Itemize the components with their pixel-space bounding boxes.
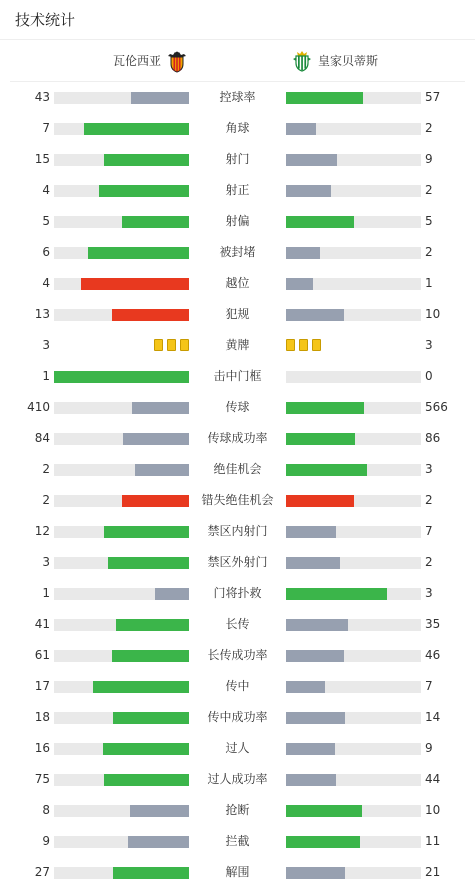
home-value: 18 — [34, 710, 50, 724]
home-value: 410 — [27, 400, 50, 414]
away-bar-track — [286, 371, 421, 383]
away-value: 566 — [425, 400, 448, 414]
stat-label: 击中门框 — [213, 369, 262, 383]
home-bar-track — [54, 619, 189, 631]
stat-label: 射偏 — [225, 214, 250, 228]
away-bar-fill — [286, 712, 345, 724]
home-bar-fill — [104, 154, 189, 166]
home-bar-track — [54, 123, 189, 135]
away-value: 2 — [425, 183, 433, 197]
stat-label: 拦截 — [225, 834, 250, 848]
home-bar-fill — [81, 278, 189, 290]
away-bar-track — [286, 588, 421, 600]
away-bar-track — [286, 526, 421, 538]
away-bar-track — [286, 92, 421, 104]
stat-row — [0, 144, 475, 175]
stat-row — [0, 392, 475, 423]
stat-row — [0, 206, 475, 237]
stat-label: 长传 — [225, 617, 250, 631]
yellow-card-icon — [299, 339, 308, 351]
stat-row — [0, 268, 475, 299]
home-bar-fill — [155, 588, 189, 600]
home-bar-fill — [135, 464, 189, 476]
stat-label: 传中 — [225, 679, 250, 693]
stat-label: 禁区外射门 — [207, 555, 268, 569]
home-bar-fill — [99, 185, 189, 197]
home-value: 12 — [34, 524, 50, 538]
home-bar-track — [54, 185, 189, 197]
away-bar-track — [286, 867, 421, 879]
home-value: 15 — [34, 152, 50, 166]
home-bar-fill — [123, 433, 189, 445]
away-bar-fill — [286, 123, 316, 135]
home-bar-track — [54, 650, 189, 662]
stat-row — [0, 640, 475, 671]
stat-row — [0, 671, 475, 702]
home-bar-fill — [113, 867, 189, 879]
away-yellow-cards — [286, 339, 321, 351]
stat-label: 绝佳机会 — [213, 462, 262, 476]
home-value: 1 — [42, 369, 50, 383]
stat-row — [0, 578, 475, 609]
away-value: 57 — [425, 90, 441, 104]
away-bar-fill — [286, 836, 360, 848]
home-value: 3 — [42, 338, 50, 352]
away-bar-track — [286, 154, 421, 166]
stat-row — [0, 454, 475, 485]
away-value: 2 — [425, 493, 433, 507]
home-value: 2 — [42, 462, 50, 476]
stat-row — [0, 237, 475, 268]
away-value: 2 — [425, 555, 433, 569]
away-bar-track — [286, 495, 421, 507]
stat-row — [0, 516, 475, 547]
away-bar-fill — [286, 92, 363, 104]
home-bar-track — [54, 433, 189, 445]
stat-row — [0, 113, 475, 144]
stat-label: 控球率 — [219, 90, 256, 104]
stat-label: 传球 — [225, 400, 250, 414]
away-bar-fill — [286, 557, 340, 569]
away-bar-fill — [286, 309, 344, 321]
stat-label: 解围 — [225, 865, 250, 879]
home-bar-track — [54, 836, 189, 848]
home-bar-track — [54, 743, 189, 755]
home-bar-track — [54, 867, 189, 879]
away-bar-fill — [286, 650, 344, 662]
home-bar-track — [54, 712, 189, 724]
home-bar-track — [54, 278, 189, 290]
home-bar-fill — [104, 774, 189, 786]
away-bar-track — [286, 247, 421, 259]
stat-label: 抢断 — [225, 803, 250, 817]
home-team-name: 瓦伦西亚 — [112, 54, 161, 68]
away-value: 21 — [425, 865, 441, 879]
away-value: 14 — [425, 710, 441, 724]
away-value: 3 — [425, 586, 433, 600]
away-bar-track — [286, 836, 421, 848]
stat-label: 门将扑救 — [213, 586, 262, 600]
away-value: 10 — [425, 307, 441, 321]
home-bar-fill — [128, 836, 189, 848]
yellow-card-icon — [167, 339, 176, 351]
home-bar-track — [54, 247, 189, 259]
stat-row — [0, 733, 475, 764]
away-bar-fill — [286, 743, 335, 755]
home-value: 9 — [42, 834, 50, 848]
valencia-bat-crest-icon — [166, 49, 188, 73]
stat-label: 黄牌 — [225, 338, 250, 352]
away-bar-fill — [286, 433, 355, 445]
away-bar-track — [286, 278, 421, 290]
stat-label: 禁区内射门 — [207, 524, 268, 538]
away-value: 9 — [425, 152, 433, 166]
home-value: 27 — [34, 865, 50, 879]
away-bar-track — [286, 402, 421, 414]
away-value: 5 — [425, 214, 433, 228]
home-bar-fill — [132, 402, 189, 414]
away-bar-track — [286, 743, 421, 755]
stat-label: 角球 — [225, 121, 250, 135]
home-bar-fill — [113, 712, 189, 724]
away-value: 9 — [425, 741, 433, 755]
stats-list — [0, 82, 475, 888]
home-value: 4 — [42, 183, 50, 197]
home-value: 61 — [34, 648, 50, 662]
home-bar-fill — [93, 681, 189, 693]
away-bar-track — [286, 123, 421, 135]
away-bar-fill — [286, 867, 345, 879]
home-bar-track — [54, 154, 189, 166]
home-bar-track — [54, 309, 189, 321]
stat-row — [0, 175, 475, 206]
away-bar-track — [286, 464, 421, 476]
away-value: 0 — [425, 369, 433, 383]
yellow-card-icon — [286, 339, 295, 351]
home-value: 75 — [34, 772, 50, 786]
away-bar-fill — [286, 526, 336, 538]
home-bar-track — [54, 216, 189, 228]
stat-label: 犯规 — [225, 307, 250, 321]
stat-row — [0, 330, 475, 361]
away-bar-track — [286, 309, 421, 321]
page-title: 技术统计 — [15, 11, 76, 29]
home-bar-fill — [88, 247, 189, 259]
home-bar-fill — [54, 371, 189, 383]
home-value: 84 — [34, 431, 50, 445]
away-bar-track — [286, 557, 421, 569]
stat-label: 射正 — [225, 183, 250, 197]
stat-label: 过人 — [225, 741, 250, 755]
home-bar-track — [54, 557, 189, 569]
away-bar-track — [286, 712, 421, 724]
home-bar-track — [54, 774, 189, 786]
stat-label: 射门 — [225, 152, 250, 166]
home-value: 3 — [42, 555, 50, 569]
away-bar-fill — [286, 154, 337, 166]
home-value: 7 — [42, 121, 50, 135]
stat-row — [0, 702, 475, 733]
stat-row — [0, 423, 475, 454]
home-value: 8 — [42, 803, 50, 817]
stat-row — [0, 764, 475, 795]
away-value: 46 — [425, 648, 441, 662]
away-value: 7 — [425, 524, 433, 538]
home-value: 41 — [34, 617, 50, 631]
home-value: 1 — [42, 586, 50, 600]
away-team[interactable] — [291, 40, 378, 81]
away-value: 11 — [425, 834, 441, 848]
away-value: 86 — [425, 431, 441, 445]
home-value: 16 — [34, 741, 50, 755]
stat-row — [0, 826, 475, 857]
home-bar-fill — [122, 495, 190, 507]
away-bar-fill — [286, 805, 362, 817]
home-value: 6 — [42, 245, 50, 259]
stat-row — [0, 795, 475, 826]
stat-row — [0, 299, 475, 330]
home-bar-track — [54, 805, 189, 817]
stat-row — [0, 547, 475, 578]
away-value: 7 — [425, 679, 433, 693]
stat-label: 越位 — [225, 276, 250, 290]
away-bar-track — [286, 650, 421, 662]
away-bar-fill — [286, 278, 313, 290]
away-bar-track — [286, 805, 421, 817]
stat-row — [0, 609, 475, 640]
home-value: 43 — [34, 90, 50, 104]
away-value: 1 — [425, 276, 433, 290]
home-bar-fill — [122, 216, 190, 228]
stat-row — [0, 361, 475, 392]
home-bar-track — [54, 588, 189, 600]
home-value: 5 — [42, 214, 50, 228]
home-bar-fill — [104, 526, 189, 538]
stat-row — [0, 485, 475, 516]
home-bar-fill — [130, 805, 189, 817]
away-bar-track — [286, 216, 421, 228]
home-bar-fill — [116, 619, 189, 631]
home-bar-fill — [112, 309, 189, 321]
stat-label: 错失绝佳机会 — [201, 493, 274, 507]
away-bar-fill — [286, 619, 348, 631]
away-bar-fill — [286, 185, 331, 197]
away-bar-fill — [286, 495, 354, 507]
home-bar-track — [54, 681, 189, 693]
away-value: 2 — [425, 121, 433, 135]
home-bar-track — [54, 92, 189, 104]
yellow-card-icon — [180, 339, 189, 351]
home-value: 17 — [34, 679, 50, 693]
stat-label: 被封堵 — [219, 245, 256, 259]
home-bar-track — [54, 495, 189, 507]
yellow-card-icon — [312, 339, 321, 351]
away-value: 2 — [425, 245, 433, 259]
away-bar-track — [286, 681, 421, 693]
away-bar-fill — [286, 464, 367, 476]
real-betis-crest-icon — [291, 49, 313, 73]
home-bar-fill — [103, 743, 189, 755]
stat-row — [0, 857, 475, 888]
home-bar-track — [54, 402, 189, 414]
page-header — [0, 0, 475, 40]
home-value: 4 — [42, 276, 50, 290]
teams-header — [10, 40, 465, 82]
home-yellow-cards — [154, 339, 189, 351]
away-bar-fill — [286, 681, 325, 693]
away-bar-fill — [286, 402, 364, 414]
home-bar-track — [54, 371, 189, 383]
away-team-name: 皇家贝蒂斯 — [318, 54, 379, 68]
home-value: 2 — [42, 493, 50, 507]
away-value: 3 — [425, 338, 433, 352]
home-bar-fill — [108, 557, 189, 569]
stat-label: 长传成功率 — [207, 648, 268, 662]
away-bar-track — [286, 185, 421, 197]
away-value: 3 — [425, 462, 433, 476]
stat-label: 传中成功率 — [207, 710, 268, 724]
home-bar-fill — [131, 92, 189, 104]
home-value: 13 — [34, 307, 50, 321]
home-team[interactable] — [113, 40, 188, 81]
away-bar-track — [286, 774, 421, 786]
home-bar-fill — [84, 123, 189, 135]
home-bar-track — [54, 526, 189, 538]
stat-row — [0, 82, 475, 113]
stat-label: 过人成功率 — [207, 772, 268, 786]
away-bar-fill — [286, 588, 387, 600]
away-bar-track — [286, 619, 421, 631]
yellow-card-icon — [154, 339, 163, 351]
home-bar-fill — [112, 650, 189, 662]
away-bar-fill — [286, 247, 320, 259]
stat-label: 传球成功率 — [207, 431, 268, 445]
home-bar-track — [54, 464, 189, 476]
away-value: 44 — [425, 772, 441, 786]
away-value: 10 — [425, 803, 441, 817]
away-bar-fill — [286, 774, 336, 786]
away-value: 35 — [425, 617, 441, 631]
away-bar-fill — [286, 216, 354, 228]
away-bar-track — [286, 433, 421, 445]
